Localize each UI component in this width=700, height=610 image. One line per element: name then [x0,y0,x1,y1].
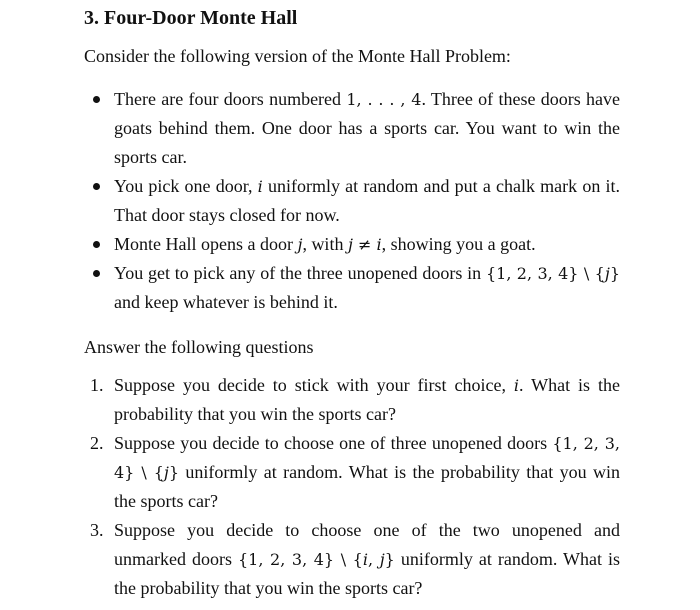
text-run: , with [302,234,348,254]
math-expression: } [168,463,180,482]
math-variable: i [513,376,520,395]
math-expression: , [368,550,380,569]
math-expression: 1, . . . , 4 [346,90,422,109]
bullet-item [84,172,620,230]
text-run: Suppose you decide to choose one of the two unopened and unmarked doors [114,520,620,569]
math-variable: j [163,463,169,482]
math-expression: {1, 2, 3, 4} \ { [114,434,620,482]
intro-paragraph: Consider the following version of the Monte Hall Problem: [84,46,511,66]
text-run: Monte Hall opens a door [114,234,298,254]
question-item [84,429,620,516]
question-number: 1. [90,375,104,395]
math-variable: i [257,177,263,196]
bullet-dot-icon [93,270,100,277]
math-expression: {1, 2, 3, 4} \ { [238,550,363,569]
bullet-dot-icon [93,241,100,248]
math-expression: } [609,264,620,283]
bullet-dot-icon [93,96,100,103]
math-expression: } [384,550,395,569]
math-variable: i [362,550,368,569]
text-run: Suppose you decide to stick with your first choice, [114,375,514,395]
math-variable: i [376,235,382,254]
math-variable: j [604,264,610,283]
text-run: . Three of these doors have goats behind them. One door has a sports car. You want to win the sports car. [114,89,620,167]
conditions-list [84,85,620,317]
math-expression: {1, 2, 3, 4} \ { [485,264,605,283]
text-run: and keep whatever is behind it. [114,292,338,312]
text-run: , showing you a goat. [381,234,536,254]
question-item [84,516,620,603]
math-expression: ≠ [352,235,377,254]
math-variable: j [297,235,303,254]
question-number: 2. [90,433,104,453]
bullet-item [84,230,620,259]
text-run: You get to pick any of the three unopened doors in [114,263,486,283]
bullet-dot-icon [93,183,100,190]
text-run: Suppose you decide to choose one of three unopened doors [114,433,553,453]
section-heading: 3. Four-Door Monte Hall [84,7,298,29]
answer-intro-paragraph: Answer the following questions [84,337,314,357]
text-run: uniformly at random. What is the probability that you win the sports car? [114,549,620,598]
question-number: 3. [90,520,104,540]
questions-list [84,371,620,603]
question-item [84,371,620,429]
text-run: uniformly at random and put a chalk mark on it. That door stays closed for now. [114,176,620,225]
text-run: You pick one door, [114,176,258,196]
math-variable: j [347,235,353,254]
bullet-item [84,259,620,317]
math-variable: j [379,550,385,569]
bullet-item [84,85,620,172]
text-run: There are four doors numbered [114,89,347,109]
text-run: . What is the probability that you win the sports car? [114,375,620,424]
text-run: uniformly at random. What is the probability that you win the sports car? [114,462,620,511]
